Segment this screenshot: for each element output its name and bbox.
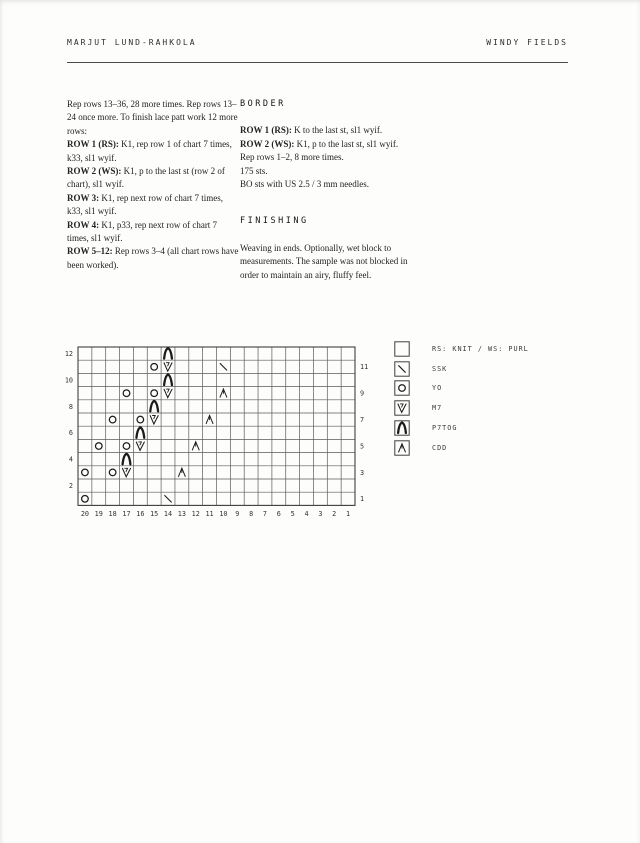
cdd-symbol — [178, 468, 185, 476]
yo-symbol — [82, 495, 89, 502]
chart-row-label: 2 — [68, 481, 74, 490]
m7-symbol — [122, 468, 130, 476]
chart-column-label: 6 — [276, 509, 281, 518]
knit-icon — [394, 341, 410, 357]
legend-item-knit — [394, 339, 529, 359]
chart-column-label: 5 — [290, 509, 295, 518]
chart-row-label: 10 — [64, 376, 74, 385]
running-head — [67, 38, 568, 47]
chart-row-label: 9 — [359, 389, 365, 398]
instruction-paragraph: Weaving in ends. Optionally, wet block to measurements. The sample was not blocked in order to maintain an airy, fluffy feel. — [240, 242, 408, 280]
instructions-left-column — [67, 98, 239, 272]
instruction-paragraph: 175 sts. — [240, 165, 268, 176]
instruction-paragraph: Rep rows 13–36, 28 more times. Rep rows 13–24 once more. To finish lace patt work 12 more rows: — [67, 99, 238, 136]
legend-label: CDD — [432, 443, 448, 452]
cdd-symbol — [206, 415, 213, 423]
instruction-paragraph: ROW 3: K1, rep next row of chart 7 times, k33, sl1 wyif. — [67, 192, 224, 217]
legend-item-cdd — [394, 438, 529, 458]
section-finishing — [240, 215, 420, 282]
instruction-paragraph: ROW 5–12: Rep rows 3–4 (all chart rows have been worked). — [67, 246, 239, 270]
instruction-paragraph: ROW 1 (RS): K1, rep row 1 of chart 7 times, k33, sl1 wyif. — [67, 139, 232, 163]
instruction-paragraph: Rep rows 1–2, 8 more times. — [240, 152, 344, 163]
p7tog-symbol — [150, 401, 158, 411]
row-label: ROW 1 (RS): — [240, 125, 295, 136]
yo-symbol — [109, 416, 116, 423]
chart-column-label: 11 — [205, 509, 214, 518]
chart-column-label: 16 — [136, 509, 145, 518]
p7tog-symbol — [136, 427, 144, 437]
ssk-icon — [394, 361, 410, 377]
p7tog-symbol — [164, 348, 172, 358]
chart-row-label: 12 — [64, 349, 74, 358]
yo-symbol — [151, 390, 158, 397]
chart-column-label: 10 — [219, 509, 228, 518]
row-label: ROW 3: — [67, 192, 102, 203]
legend-item-ssk — [394, 359, 529, 379]
chart-row-label: 6 — [68, 429, 74, 438]
chart-column-label: 18 — [108, 509, 117, 518]
yo-symbol — [95, 443, 102, 450]
chart-column-label: 14 — [163, 509, 173, 518]
chart-row-label: 3 — [359, 468, 365, 477]
knitting-chart — [64, 340, 377, 532]
yo-symbol — [123, 390, 130, 397]
ssk-symbol — [399, 365, 406, 372]
ssk-symbol — [220, 363, 227, 370]
legend-label: M7 — [432, 404, 443, 413]
chart-column-label: 17 — [122, 509, 131, 518]
legend-item-m7 — [394, 398, 529, 418]
instructions-right-column — [240, 98, 420, 282]
chart-column-label: 9 — [235, 509, 240, 518]
legend-item-p7tog — [394, 418, 529, 438]
section-border — [240, 98, 420, 191]
p7tog-symbol — [123, 454, 131, 464]
row-label: ROW 4: — [67, 219, 102, 230]
chart-column-label: 8 — [249, 509, 254, 518]
chart-column-label: 1 — [346, 509, 351, 518]
cdd-symbol — [399, 444, 406, 452]
chart-column-label: 2 — [332, 509, 337, 518]
chart-row-label: 11 — [359, 363, 369, 372]
chart-row-label: 8 — [68, 402, 74, 411]
p7tog-symbol — [398, 423, 406, 433]
yo-symbol — [123, 443, 130, 450]
p7tog-symbol — [164, 375, 172, 385]
pattern-title: WINDY FIELDS — [486, 38, 568, 47]
ssk-symbol — [165, 495, 172, 502]
row-label: ROW 2 (WS): — [240, 138, 297, 149]
row-label: ROW 2 (WS): — [67, 166, 124, 177]
cdd-icon — [394, 440, 410, 456]
cdd-symbol — [220, 389, 227, 397]
m7-symbol — [164, 363, 172, 371]
instruction-paragraph: ROW 2 (WS): K1, p to the last st, sl1 wyif. — [240, 138, 399, 149]
yo-symbol — [82, 469, 89, 476]
chart-svg — [64, 340, 377, 527]
chart-grid — [78, 347, 355, 505]
chart-column-label: 3 — [318, 509, 323, 518]
cdd-symbol — [192, 442, 199, 450]
instruction-paragraph: ROW 1 (RS): K to the last st, sl1 wyif. — [240, 125, 383, 136]
chart-row-label: 7 — [359, 415, 365, 424]
chart-legend — [394, 339, 529, 458]
m7-symbol — [398, 404, 406, 413]
m7-symbol — [164, 389, 172, 397]
section-heading: BORDER — [240, 99, 286, 109]
author-name: MARJUT LUND-RAHKOLA — [67, 38, 197, 47]
chart-column-label: 15 — [150, 509, 159, 518]
yo-symbol — [399, 385, 406, 392]
p7tog-icon — [394, 420, 410, 436]
chart-column-label: 7 — [262, 509, 268, 518]
legend-label: P7TOG — [432, 424, 458, 433]
chart-row-label: 5 — [359, 442, 365, 451]
instruction-paragraph: BO sts with US 2.5 / 3 mm needles. — [240, 179, 370, 190]
yo-icon — [394, 380, 410, 396]
m7-symbol — [150, 415, 158, 423]
m7-symbol — [136, 442, 144, 450]
row-label: ROW 1 (RS): — [67, 139, 122, 150]
instruction-paragraph: ROW 2 (WS): K1, p to the last st (row 2 of chart), sl1 wyif. — [67, 166, 225, 190]
row-label: ROW 5–12: — [67, 246, 115, 257]
section-heading: FINISHING — [240, 216, 309, 227]
yo-symbol — [137, 416, 144, 423]
instruction-paragraph: ROW 4: K1, p33, rep next row of chart 7 times, sl1 wyif. — [67, 219, 218, 244]
chart-column-label: 12 — [191, 509, 200, 518]
chart-column-label: 13 — [177, 509, 186, 518]
chart-row-label: 1 — [359, 495, 365, 504]
chart-column-label: 19 — [94, 509, 103, 518]
m7-icon — [394, 400, 410, 416]
header-rule — [67, 62, 568, 63]
legend-label: SSK — [432, 364, 448, 373]
legend-label: RS: KNIT / WS: PURL — [432, 344, 529, 353]
legend-item-yo — [394, 379, 529, 399]
yo-symbol — [109, 469, 116, 476]
chart-column-label: 20 — [80, 509, 90, 518]
chart-row-label: 4 — [68, 455, 74, 464]
chart-column-label: 4 — [304, 509, 309, 518]
legend-label: YO — [432, 384, 443, 393]
yo-symbol — [151, 363, 158, 370]
